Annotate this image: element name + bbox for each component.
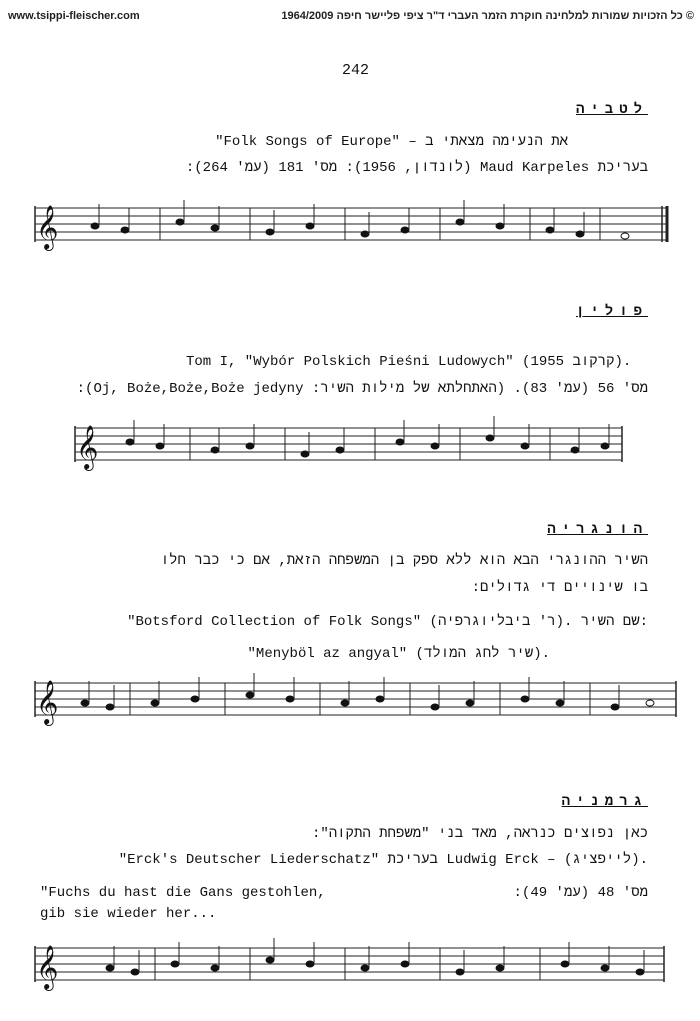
hungary-line-2: בו שינויים די גדולים:: [471, 580, 648, 596]
website-link[interactable]: www.tsippi-fleischer.com: [8, 10, 140, 22]
germany-quote-line-1: "Fuchs du hast die Gans gestohlen,: [40, 885, 326, 901]
hungary-line-3: "Botsford Collection of Folk Songs" (ר' ביבליוגרפיה). שם השיר:: [127, 614, 648, 630]
notes-staff-1: [91, 200, 629, 239]
treble-clef-icon: 𝄞: [36, 205, 59, 249]
section-title-hungary: הונגריה: [547, 522, 648, 538]
copyright-notice: © כל הזכויות שמורות למלחינה חוקרת הזמר העברי ד"ר ציפי פליישר חיפה 1964/2009: [281, 10, 694, 22]
section-title-germany: גרמניה: [561, 794, 648, 810]
hungary-line-4: "Menyböl az angyal" (שיר לחג המולד).: [247, 646, 550, 662]
treble-clef-icon: 𝄞: [36, 945, 59, 989]
music-staff-latvia: [35, 206, 668, 242]
poland-line-1: Tom I, "Wybór Polskich Pieśni Ludowych" (קרקוב 1955).: [186, 354, 632, 370]
hungary-line-1: השיר ההונגרי הבא הוא ללא ספק בן המשפחה הזאת, אם כי כבר חלו: [160, 553, 648, 569]
latvia-line-2: בעריכת Maud Karpeles (לונדון, 1956): מס' 181 (עמ' 264):: [185, 160, 648, 176]
germany-line-3: מס' 48 (עמ' 49):: [513, 885, 648, 901]
section-title-latvia: לטביה: [575, 102, 648, 118]
treble-clef-icon: 𝄞: [76, 425, 99, 469]
germany-line-2: "Erck's Deutscher Liederschatz" בעריכת Ludwig Erck – (לייפציג).: [118, 852, 648, 868]
music-staff-germany: [35, 946, 664, 982]
treble-clef-icon: 𝄞: [36, 680, 59, 724]
music-staff-hungary: [35, 681, 676, 717]
germany-quote-line-2: gib sie wieder her...: [40, 906, 217, 922]
germany-line-1: כאן נפוצים כנראה, מאד בני "משפחת התקוה":: [311, 826, 648, 842]
page-number: 242: [342, 62, 370, 79]
section-title-poland: פולין: [575, 304, 648, 320]
poland-line-2: מס' 56 (עמ' 83). (האתחלתא של מילות השיר: Oj, Boże,Boże,Boże jedyny):: [76, 381, 648, 397]
latvia-line-1: "Folk Songs of Europe" – את הנעימה מצאתי ב: [215, 134, 568, 150]
